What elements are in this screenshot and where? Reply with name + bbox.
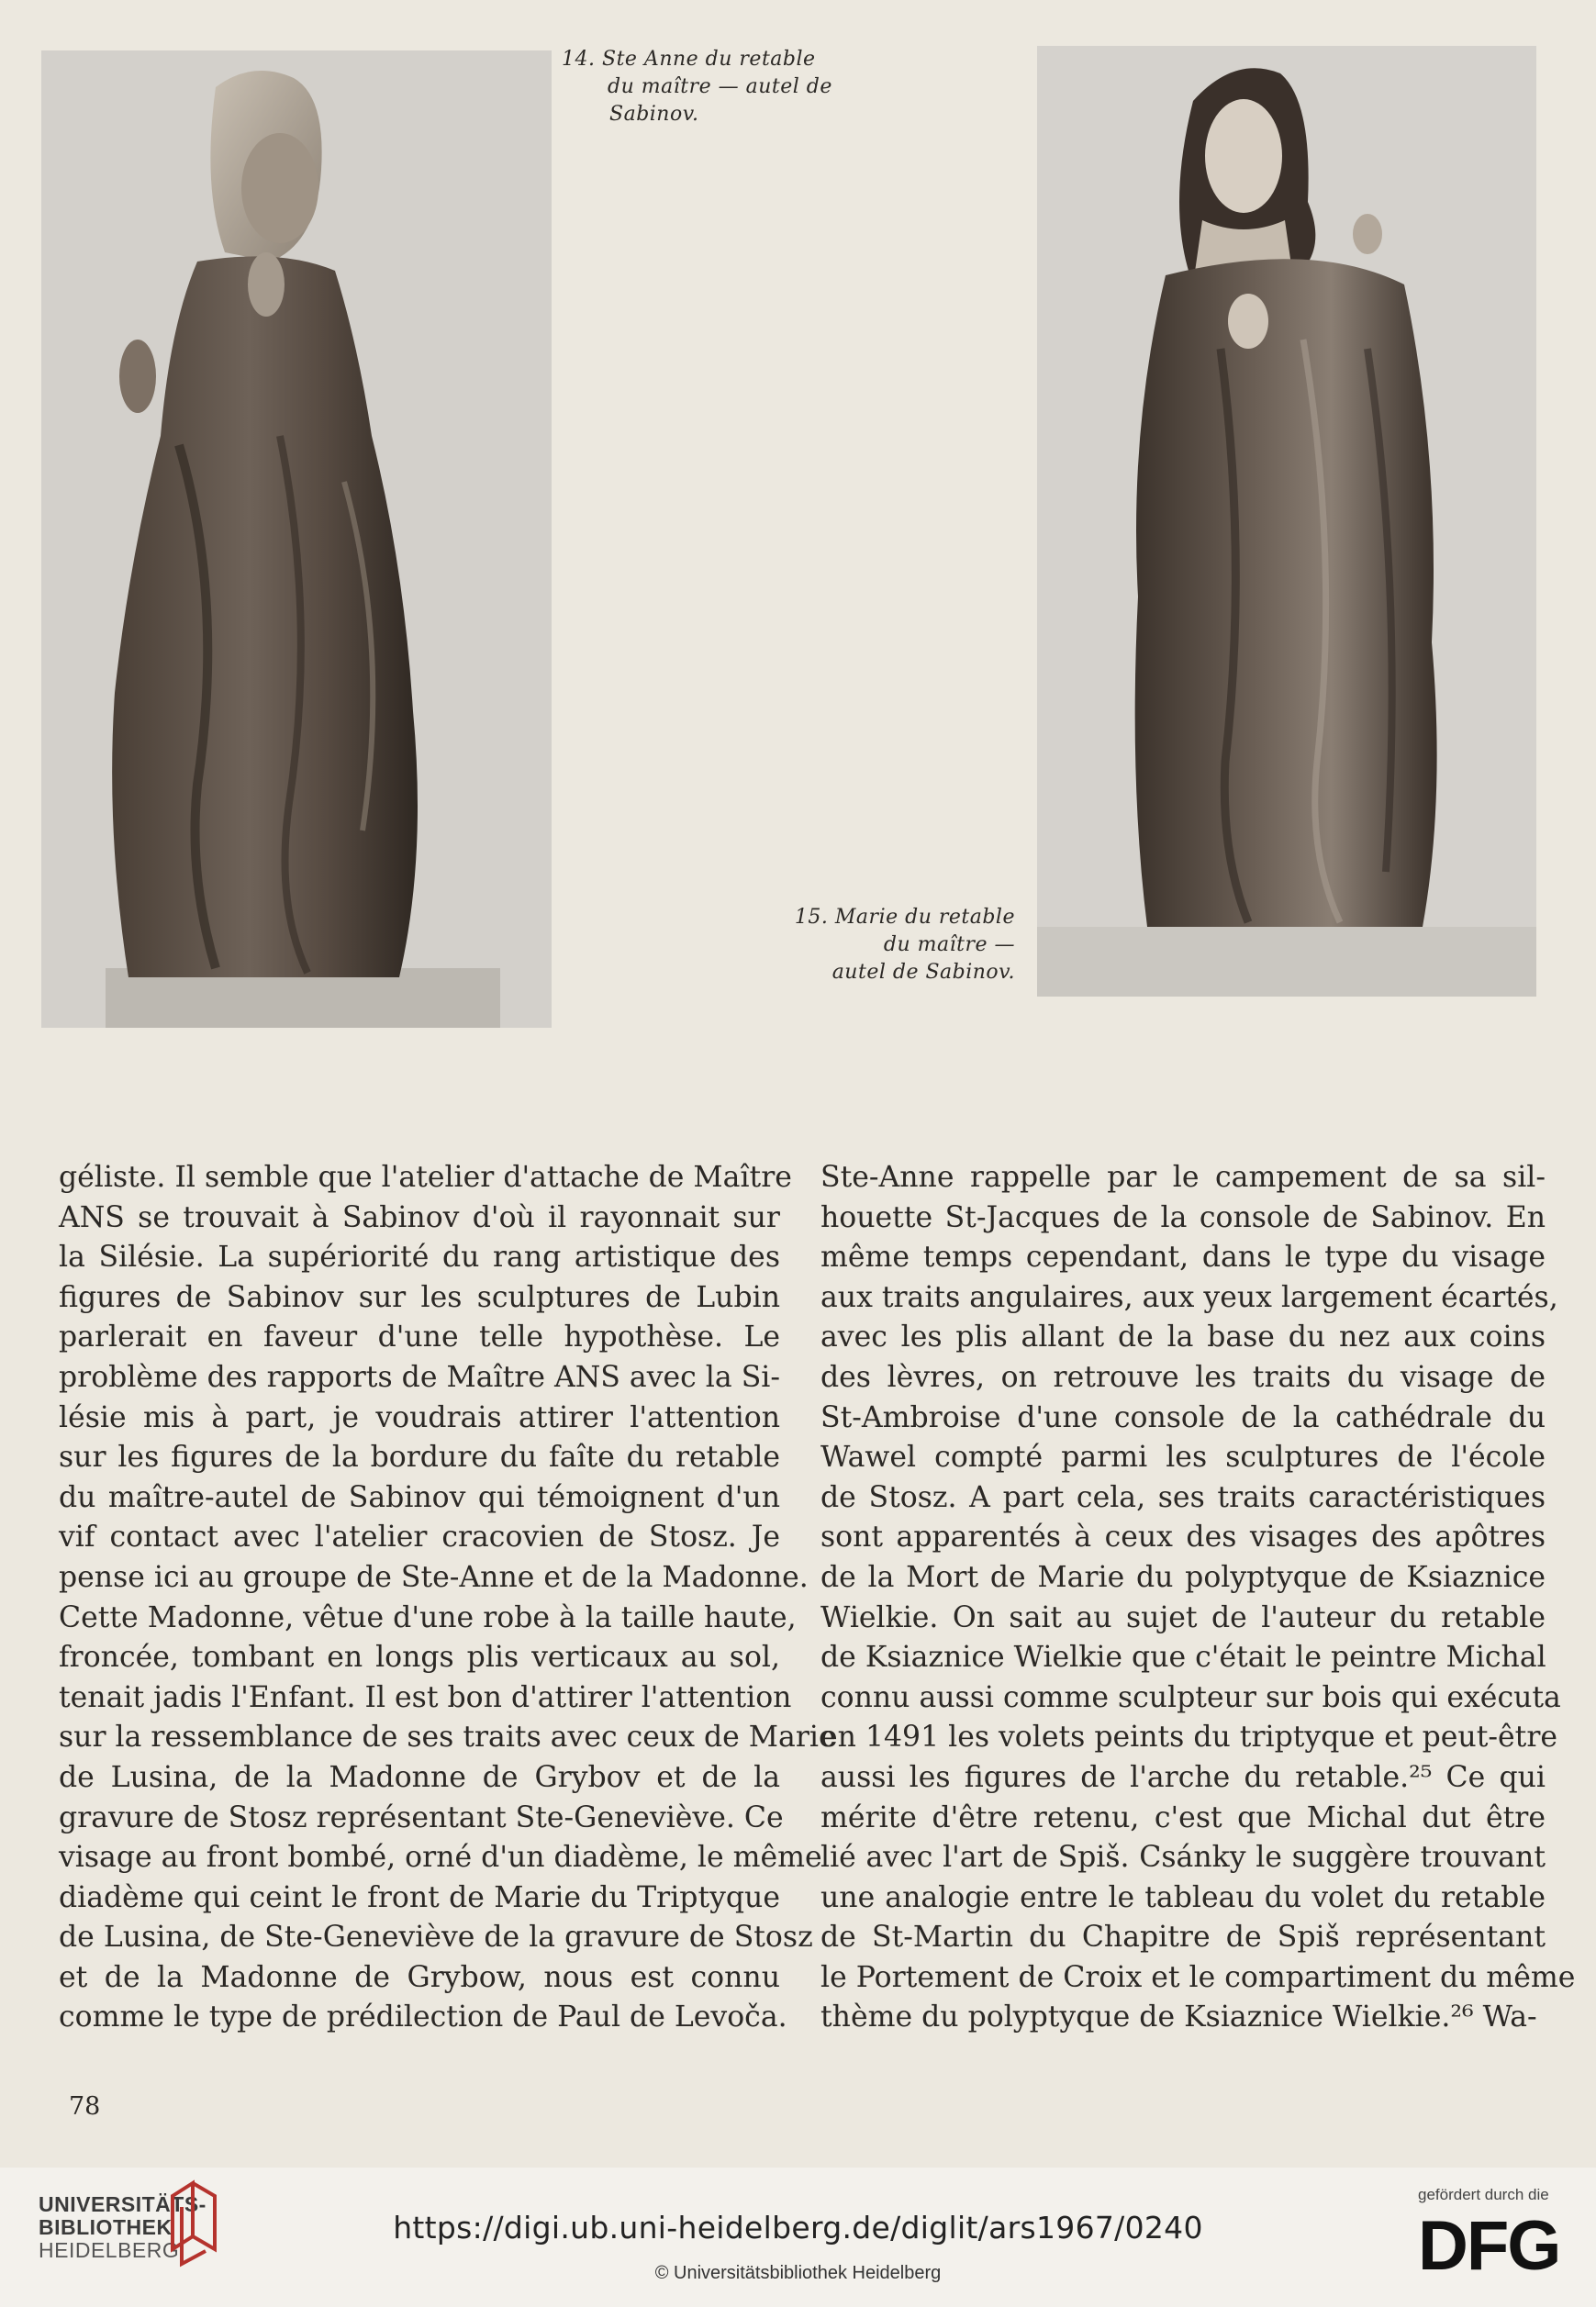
text-line: houette St-Jacques de la console de Sabinov. En [820,1200,1546,1234]
text-line: Wielkie. On sait au sujet de l'auteur du retable [820,1600,1546,1634]
text-line: géliste. Il semble que l'atelier d'attache de Maître [59,1161,792,1194]
text-line: ANS se trouvait à Sabinov d'où il rayonnait sur [59,1200,780,1234]
text-line: du maître-autel de Sabinov qui témoignent d'un [59,1480,780,1514]
library-name-line-3: HEIDELBERG [39,2238,180,2262]
figure-14-caption [562,46,832,128]
caption-14-line-3: Sabinov. [609,103,699,126]
text-line: mérite d'être retenu, c'est que Michal dut être [820,1800,1546,1834]
text-line: une analogie entre le tableau du volet du retable [820,1880,1546,1914]
text-line: tenait jadis l'Enfant. Il est bon d'attirer l'attention [59,1680,792,1714]
library-name-line-2: BIBLIOTHEK [39,2215,173,2239]
text-line: vif contact avec l'atelier cracovien de Stosz. Je [59,1521,780,1555]
body-text-right-column [820,1158,1576,2038]
text-line: connu aussi comme sculpteur sur bois qui exécuta [820,1680,1561,1714]
text-line: le Portement de Croix et le compartiment du même [820,1960,1576,1994]
text-line: diadème qui ceint le front de Marie du Triptyque [59,1880,780,1914]
text-line: des lèvres, on retrouve les traits du visage de [820,1360,1546,1394]
text-line: lié avec l'art de Spiš. Csánky le suggère trouvant [820,1841,1546,1875]
text-line: et de la Madonne de Grybow, nous est connu [59,1960,780,1994]
text-line: Cette Madonne, vêtue d'une robe à la taille haute, [59,1600,797,1634]
text-line: aux traits angulaires, aux yeux largement écartés, [820,1280,1558,1314]
page-number: 78 [69,2092,101,2121]
text-line: de Stosz. A part cela, ses traits caractéristiques [820,1480,1546,1514]
text-line: de Lusina, de la Madonne de Grybov et de la [59,1760,780,1794]
funded-by-label: gefördert durch die [1418,2186,1549,2203]
text-line: pense ici au groupe de Ste-Anne et de la Madonne. [59,1560,809,1594]
library-name-line-1: UNIVERSITÄTS- [39,2192,206,2216]
text-line: visage au front bombé, orné d'un diadème, le même [59,1841,822,1875]
text-line: St-Ambroise d'une console de la cathédrale du [820,1400,1546,1434]
copyright-notice: © Universitätsbibliothek Heidelberg [654,2263,942,2283]
figure-15-caption [769,904,1015,986]
text-line: froncée, tombant en longs plis verticaux au sol, [59,1641,780,1675]
caption-15-line-3: autel de Sabinov. [831,961,1015,984]
dfg-logo: DFG [1418,2207,1560,2285]
figure-15-photo [1037,46,1536,997]
text-line: de la Mort de Marie du polyptyque de Ksiaznice [820,1560,1546,1594]
text-line: problème des rapports de Maître ANS avec la Si- [59,1360,780,1394]
text-line: parlerait en faveur d'une telle hypothèse. Le [59,1321,780,1354]
text-line: aussi les figures de l'arche du retable.²⁵ Ce qui [820,1760,1546,1794]
caption-14-line-2: du maître — autel de [608,75,832,98]
text-line: de Ksiaznice Wielkie que c'était le peintre Michal [820,1641,1546,1675]
text-line: comme le type de prédilection de Paul de Levoča. [59,2001,787,2034]
body-text-left-column [59,1158,836,2038]
text-line: Wawel compté parmi les sculptures de l'école [820,1441,1546,1475]
text-line: de Lusina, de Ste-Geneviève de la gravure de Stosz [59,1921,813,1955]
text-line: en 1491 les volets peints du triptyque et peut-être [820,1721,1558,1755]
text-line: la Silésie. La supériorité du rang artistique des [59,1241,780,1275]
text-line: sur la ressemblance de ses traits avec ceux de Marie [59,1721,836,1755]
text-line: de St-Martin du Chapitre de Spiš représentant [820,1921,1546,1955]
caption-15-line-1: 15. Marie du retable [794,906,1015,929]
text-line: sont apparentés à ceux des visages des apôtres [820,1521,1546,1555]
text-line: figures de Sabinov sur les sculptures de Lubin [59,1280,780,1314]
text-line: thème du polyptyque de Ksiaznice Wielkie.²⁶ Wa- [820,2001,1537,2034]
text-line: gravure de Stosz représentant Ste-Geneviève. Ce [59,1800,784,1834]
caption-15-line-2: du maître — [883,933,1015,956]
text-line: lésie mis à part, je voudrais attirer l'attention [59,1400,780,1434]
st-anne-sculpture-image [41,50,552,1028]
marie-sculpture-image [1037,46,1536,997]
text-line: Ste-Anne rappelle par le campement de sa sil- [820,1161,1546,1194]
figure-14-photo [41,50,552,1028]
text-line: avec les plis allant de la base du nez aux coins [820,1321,1546,1354]
caption-14-line-1: 14. Ste Anne du retable [562,48,816,71]
text-line: sur les figures de la bordure du faîte du retable [59,1441,780,1475]
text-line: même temps cependant, dans le type du visage [820,1241,1546,1275]
source-url-link[interactable]: https://digi.ub.uni-heidelberg.de/diglit/ars1967/0240 [393,2210,1203,2246]
